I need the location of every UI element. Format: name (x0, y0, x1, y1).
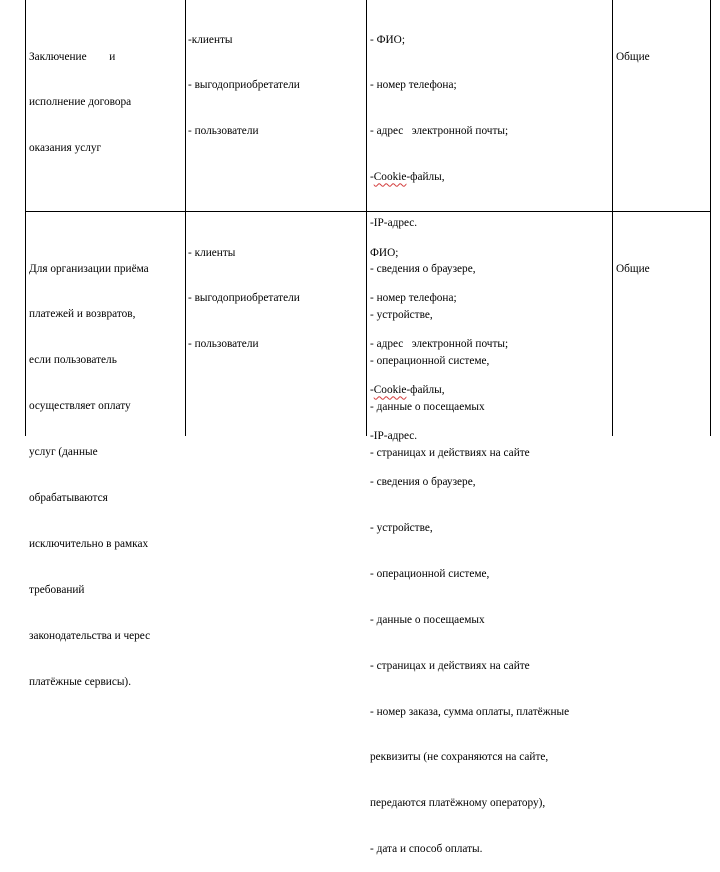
cell-line: -IP-адрес. (370, 430, 418, 443)
row-2-purpose-cell (29, 231, 150, 705)
cell-line: исключительно в рамках (29, 537, 149, 550)
cell-line: реквизиты (не сохраняются на сайте, (370, 751, 549, 764)
row-2-data-cell (370, 215, 569, 872)
column-divider-2 (366, 0, 367, 436)
cell-line: обрабатываются (29, 492, 108, 505)
cell-line: - операционной системе, (370, 567, 490, 580)
category-label: Общие (616, 50, 650, 63)
table-border-right (710, 0, 711, 436)
cell-line: оказания услуг (29, 142, 102, 155)
cell-line: - дата и способ оплаты. (370, 843, 483, 856)
row-1-subjects-cell (188, 2, 300, 155)
cell-line: Для организации приёма (29, 262, 149, 275)
cell-line: - номер телефона; (370, 79, 457, 92)
row-divider (25, 211, 711, 212)
cell-line: - номер телефона; (370, 292, 457, 305)
cell-line: -Cookie-файлы, (370, 171, 445, 184)
cell-line: -IP-адрес. (370, 217, 418, 230)
cell-line: - данные о посещаемых (370, 613, 485, 626)
column-divider-3 (612, 0, 613, 436)
spellcheck-flagged-word: Cookie (373, 384, 407, 397)
column-divider-1 (185, 0, 186, 436)
cell-line: -клиенты (188, 33, 233, 46)
cell-line: платежей и возвратов, (29, 308, 136, 321)
cell-line: платёжные сервисы). (29, 675, 132, 688)
cell-line: - страницах и действиях на сайте (370, 446, 530, 459)
cell-line: услуг (данные (29, 446, 98, 459)
table-border-left (25, 0, 26, 436)
cell-line: - ФИО; (370, 33, 405, 46)
cell-line: - операционной системе, (370, 354, 490, 367)
cell-line: - устройстве, (370, 308, 433, 321)
cell-line: - номер заказа, сумма оплаты, платёжные (370, 705, 570, 718)
row-2-category-cell (616, 231, 650, 292)
cell-line: - данные о посещаемых (370, 400, 485, 413)
cell-line: -Cookie-файлы, (370, 384, 445, 397)
cell-line: осуществляет оплату (29, 400, 131, 413)
cell-line: законодательства и черес (29, 629, 151, 642)
cell-line: - страницах и действиях на сайте (370, 659, 530, 672)
cell-line: если пользователь (29, 354, 117, 367)
cell-line: - адрес электронной почты; (370, 338, 509, 351)
category-label: Общие (616, 262, 650, 275)
cell-line: - пользователи (188, 125, 259, 138)
cell-line: требований (29, 583, 85, 596)
cell-line: - устройстве, (370, 521, 433, 534)
cell-line: - пользователи (188, 338, 259, 351)
cell-line: ФИО; (370, 246, 399, 259)
spellcheck-flagged-word: Cookie (373, 171, 407, 184)
cell-line: - сведения о браузере, (370, 263, 476, 276)
cell-line: - адрес электронной почты; (370, 125, 509, 138)
cell-line: - сведения о браузере, (370, 476, 476, 489)
cell-line: - клиенты (188, 246, 236, 259)
cell-line: - выгодоприобретатели (188, 79, 300, 92)
row-1-category-cell (616, 19, 650, 80)
row-2-subjects-cell (188, 215, 300, 368)
cell-line: Заключение и (29, 50, 116, 63)
cell-line: передаются платёжному оператору), (370, 797, 546, 810)
cell-line: исполнение договора (29, 96, 132, 109)
row-1-purpose-cell (29, 19, 131, 172)
cell-line: - выгодоприобретатели (188, 292, 300, 305)
